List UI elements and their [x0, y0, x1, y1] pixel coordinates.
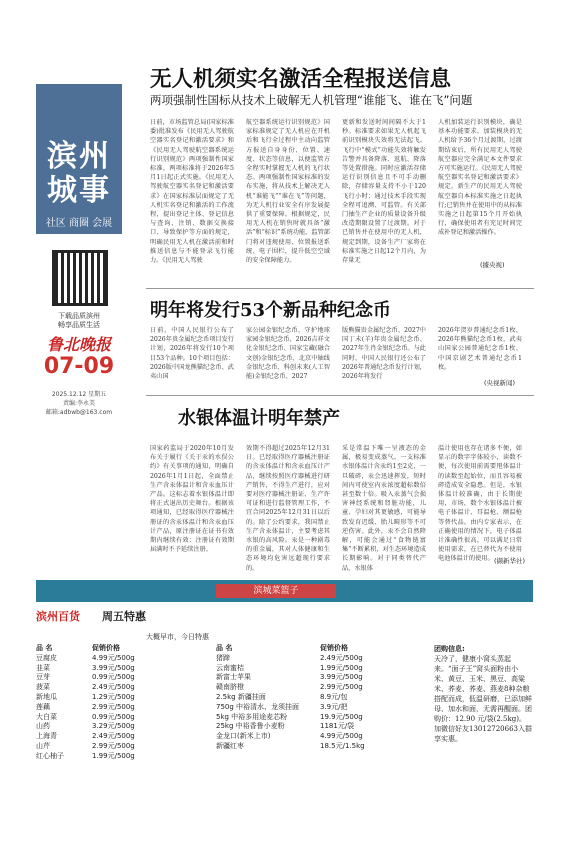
price-row [36, 654, 192, 664]
product-price: 1.99元/500g [92, 751, 135, 760]
product-price: 3.99元/500g [92, 663, 135, 672]
product-price: 1.99元/500g [320, 663, 363, 672]
product-price: 18.5元/1.5kg [320, 741, 365, 750]
product-price: 2.99元/500g [320, 683, 363, 692]
ad-slogan: 大概早市，今日特惠 [146, 633, 209, 641]
product-price: 3.9元/把 [320, 702, 348, 711]
story3-col3: 采是常温下唯一呈液态的金属，极易变成蒸气。一支标准水银体温计含汞约1至2克，一旦破碎，汞会迅速挥发，短时间内可使室内汞浓度超标数倍甚至数十倍。吸入汞蒸气会损害神经系统和肾脏功能，儿童、孕妇对其更敏感，可能导致发育迟缓、胎儿畸形等不可逆伤害。此外，汞不会自然降解，可能会通过“食物链富集”不断累积，对生态环境造成长期影响。对于同类替代产品，水银体 [342, 445, 426, 572]
story1-col1: 日前，市场监管总局(国家标准委)批准发布《民用无人驾驶航空器实名登记和激活要求》和《民用无人驾驶航空器系统运行识别规范》两项强制性国家标准，两项标准将于2026年5月1日起正式实施。《民用无人驾驶航空器实名登记和激活要求》在国家标准层面规定了无人机实名登记和激活的工作流程，提出登记主体、登记信息与查询、注销、数据交换接口、导致保护等方面的规定，明确民用无人机在激活前和时推送信息与不能登录飞行能力。《民用无人驾驶 [150, 119, 234, 265]
story1-col3: 更新和发送时间间隔不大于1秒。标准要求如果无人机起飞前识别模块失效将无法起飞。飞行中“模式”功能失效将触发告警并具备降落、返航、降落等处置措施。同时应激活存储运行识别信息且不可手动删除，存储容量支持不小于120飞行小时；通过技术手段实现全程可追溯、可监管。有关部门抽生产企业的质量设备升级改造期限设置了过渡期。对于已销售并在使用中的无人机，规定到期，设备生产厂家将在标准实施之日起12个月内，为存量无 [342, 119, 426, 265]
group-buy-title: 团购信息: [434, 645, 465, 653]
story2-col3: 版熊猫贵金属纪念币、2027中国丁未(羊)年贵金属纪念币、2027年生肖金银纪念币。与此同时，中国人民银行还公布了2026年普通纪念币发行计划，2026年将发行 [342, 327, 426, 381]
price-row [216, 732, 420, 742]
story3-col1: 国家药监局于2020年10月发布关于履行《关于汞的水俣公约》有关事项的通知，明确自2026年1月1日起，全面禁止生产含汞体温计和含汞血压计产品。这标志着水银体温计即将正式退出历史舞台。根据该项通知，已经取得医疗器械注册证的含汞体温计和含汞血压计产品，原注册证在证书有效期内继续有效；注册证有效期届满时不予延续注册。 [150, 445, 234, 554]
supermarket-ad [36, 580, 533, 830]
product-name: 红心柚子 [36, 751, 64, 760]
product-price: 2.49元/500g [320, 653, 363, 662]
price-row [36, 664, 192, 674]
col-header-name: 品 名 [216, 644, 233, 652]
product-name: 山药 [36, 722, 50, 731]
price-row [36, 713, 192, 723]
col-header-price: 促销价格 [92, 644, 120, 652]
product-name: 豆芽 [36, 673, 50, 682]
story1-col4: 人机加装运行识别模块，确是基本功能要求。加装模块的无人机给予36个月过渡期，过渡期结束后，所有民用无人驾驶航空器应完全满足本文件要求方可实施运行。《民用无人驾驶航空器实名登记和激活要求》规定，新生产的民用无人驾驶航空器自本标准实施之日起执行;已销售并在使用中的从标准实施之日起第15个月开始执行，确保使用者有充足时间完成补登记和激活操作。 [438, 119, 522, 237]
price-row [216, 713, 420, 723]
price-row [216, 654, 420, 664]
product-name: 新疆红枣 [216, 741, 244, 750]
product-price: 0.99元/500g [92, 673, 135, 682]
story2-headline: 明年将发行53个新品种纪念币 [150, 300, 392, 321]
qr-code[interactable] [52, 250, 108, 306]
product-name: 山芹 [36, 741, 50, 750]
product-name: 大白菜 [36, 712, 57, 721]
product-name: 赣南脐橙 [216, 683, 244, 692]
product-name: 莲藕 [36, 702, 50, 711]
price-row [36, 722, 192, 732]
story2-col4: 2026年贺岁普通纪念币1枚、2026年熊猫纪念币1枚、武夷山国家公园普通纪念币1枚、中国京剧艺术普通纪念币1枚。 [438, 327, 522, 371]
product-price: 1.29元/500g [92, 692, 135, 701]
ad-banner [36, 580, 533, 602]
product-name: 2.5kg 新疆挂面 [216, 692, 266, 701]
price-row [36, 703, 192, 713]
product-price: 1181元/袋 [320, 722, 355, 731]
story2-source: (央视新闻) [484, 379, 516, 387]
product-price: 19.9元/500g [320, 712, 363, 721]
group-buy-text: 天冷了，健康小窝头蒸起来。“面子王”窝头面粉由小米、黄豆、玉米、黑豆、高粱米、荞麦、荞麦、燕麦8种杂粮搭配而成，低温研磨，已添加鲜母、加水和面，无需再醒面。团购价：12.90 元/袋(2.5kg)。加微信好友13012720663入群享实惠。 [434, 655, 532, 743]
product-name: 5kg 中裕多用途麦芯粉 [216, 712, 288, 721]
story2-col1: 日前，中国人民银行公布了2026年贵金属纪念币项目发行计划，2026年将发行10个项目53个品种。10个项目包括：2026版中国龙熊猫纪念币、武夷山国 [150, 327, 234, 381]
price-row [216, 693, 420, 703]
product-name: 新富士苹果 [216, 673, 251, 682]
price-row [216, 673, 420, 683]
price-row [216, 742, 420, 752]
story1-col2: 航空器系统运行识别规范》国家标准规定了无人机应在开机后和飞行全过程中主动向监管方报送自身身份、位置、速度、状态等信息，以便监管方全程实时掌握无人机的飞行状态。两项强制性国家标准的发布实施，将从技术上解决无人机“谁能飞”“谁在飞”等问题，为无人机行业安全有序发展提供了重要保障。根据规定，民用无人机在销售时就具备“激活”和“标识”系统功能，监管部门将对违规使用、位置报送系统、电子围栏，提升低空空域的安全保障能力。 [246, 119, 330, 265]
price-row [36, 742, 192, 752]
product-price: 3.99元/500g [320, 673, 363, 682]
col-header-name: 品 名 [36, 644, 53, 652]
price-row [36, 732, 192, 742]
product-price: 3.29元/500g [92, 722, 135, 731]
product-price: 4.99元/500g [92, 653, 135, 662]
product-name: 菠菜 [36, 683, 50, 692]
price-row [216, 722, 420, 732]
sidebar [36, 54, 126, 444]
story3-col4: 温计使用也存在诸多不便，如显示的数字字体较小，读数不便，每次使用前需要甩体温计的读数至起始位，而且容易被碎造成安全隐患。但是，水银体温计较准确，由于长期使用，市场，数个水银体温计被电子体温计、耳温枪、额温枪等替代品。由内专家表示，在正确使用的情况下，电子体温计准确性很高，可以满足日常使用需求，在已替代为不使用电池体温计的使用。 [438, 445, 522, 563]
product-name: 金龙口(新米上市) [216, 732, 271, 741]
product-name: 豆腐皮 [36, 653, 57, 662]
page-number: 07-09 [43, 354, 115, 379]
story1-source: (據央视) [480, 261, 505, 269]
price-table-1 [36, 644, 192, 762]
product-price: 0.99元/500g [92, 712, 135, 721]
price-row [36, 693, 192, 703]
product-name: 新地瓜 [36, 692, 57, 701]
product-name: 猪蹄 [216, 653, 230, 662]
newspaper-logo: 鲁北晚报 [46, 335, 111, 354]
price-row [216, 664, 420, 674]
story3-col2: 效期不得超过2025年12月31日。已经取得医疗器械注册证的含汞体温计和含汞血压计产品，继续按照医疗器械进行研产销售，不得生产进行，应对要对医疗器械注册证、生产许可证和进行监督管理工作，不宜合同2025年12月31日以后的。除了公约要求，我国禁止生产含汞体温计，主要考虑其水银的高风险。汞是一种剧毒的重金属，其对人体健康和生态环境均危害远超现行要求的。 [246, 445, 330, 572]
qr-label: 下载品质滨州 畅享品质生活 [58, 312, 100, 329]
price-row [216, 683, 420, 693]
story3-headline: 水银体温计明年禁产 [178, 408, 340, 429]
product-name: 韭菜 [36, 663, 50, 672]
price-row [36, 752, 192, 762]
story2-col2: 家公园金银纪念币、守护地球家园金银纪念币、2026吉祥文化金银纪念币、国家宝藏(融合文创)金银纪念币、北京中轴线金银纪念币、科创未来(人工智能)金银纪念币、2027 [246, 327, 330, 381]
product-name: 750g 中裕清水、龙须挂面 [216, 702, 300, 711]
price-row [216, 703, 420, 713]
ad-title: 周五特惠 [102, 610, 146, 623]
product-name: 25kg 中裕香鲁小麦粉 [216, 722, 285, 731]
ad-banner-tag: 滨城菜篮子 [216, 584, 336, 598]
col-header-price: 促销价格 [320, 644, 348, 652]
product-name: 云南蜜桔 [216, 663, 244, 672]
column-subtitle: 社区 商圈 会展 [45, 218, 113, 229]
product-price: 2.99元/500g [92, 741, 135, 750]
story3-source: (撷新华社) [494, 557, 526, 565]
product-price: 4.99元/500g [320, 732, 363, 741]
divider [146, 395, 534, 396]
store-logo: 滨州百货 [36, 610, 80, 623]
column-title: 滨州 城事 [47, 139, 111, 208]
price-row [36, 673, 192, 683]
product-price: 2.49元/500g [92, 732, 135, 741]
price-table-2 [216, 644, 420, 752]
product-price: 2.99元/500g [92, 702, 135, 711]
divider [146, 288, 534, 289]
group-buy [434, 644, 532, 744]
product-name: 上海青 [36, 732, 57, 741]
product-price: 2.49元/500g [92, 683, 135, 692]
price-row [36, 683, 192, 693]
story1-headline: 无人机须实名激活全程报送信息 [150, 67, 452, 92]
issue-meta: 2025.12.12 星期五 责编:李永美 邮箱:adbwb@163.com [45, 391, 113, 416]
product-price: 8.9元/包 [320, 692, 348, 701]
story1-subhead: 两项强制性国标从技术上破解无人机管理“谁能飞、谁在飞”问题 [150, 93, 473, 107]
